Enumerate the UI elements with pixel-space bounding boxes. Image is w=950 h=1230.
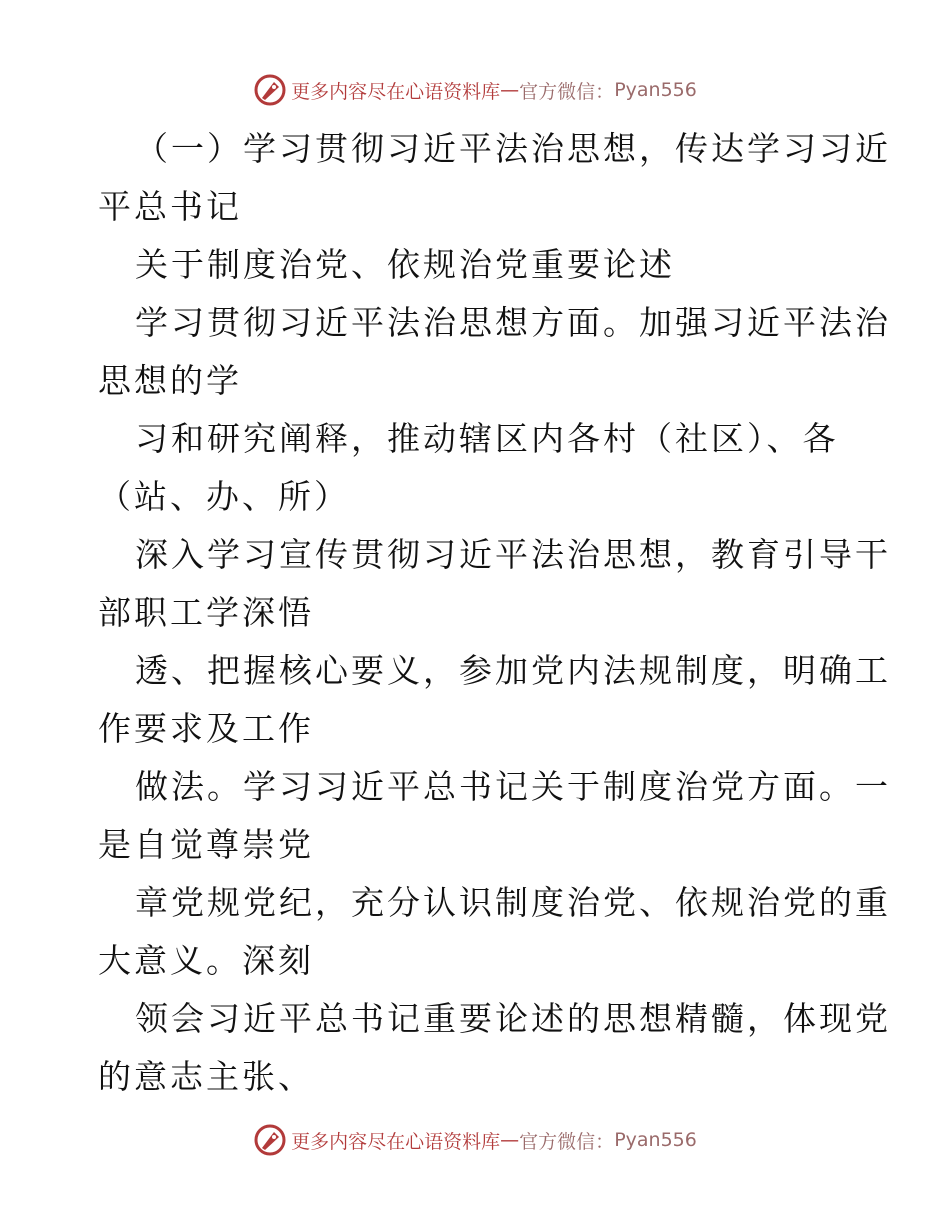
text-line: 做法。学习习近平总书记关于制度治党方面。一 xyxy=(135,767,891,806)
footer-watermark xyxy=(0,1120,950,1160)
watermark-separator: — xyxy=(500,79,520,101)
watermark-official-label: 官方微信： xyxy=(519,1130,615,1153)
text-line: （一）学习贯彻习近平法治思想，传达学习习近 xyxy=(135,129,891,168)
text-line: 透、把握核心要义，参加党内法规制度，明确工 xyxy=(135,651,891,690)
pen-nib-logo-icon xyxy=(253,1123,287,1157)
text-line: 思想的学 xyxy=(98,361,242,400)
watermark-official-label: 官方微信： xyxy=(519,80,615,103)
watermark-separator: — xyxy=(500,1129,520,1151)
text-line: 平总书记 xyxy=(98,187,242,226)
text-line: 的意志主张、 xyxy=(98,1057,314,1096)
text-line: 大意义。深刻 xyxy=(98,941,314,980)
text-line: 习和研究阐释，推动辖区内各村（社区）、各 xyxy=(135,419,839,458)
watermark-wechat-id: Pyan556 xyxy=(614,79,697,101)
text-line: 部职工学深悟 xyxy=(98,593,314,632)
pen-nib-logo-icon xyxy=(253,73,287,107)
text-line: 作要求及工作 xyxy=(98,709,314,748)
watermark-brand: 更多内容尽在心语资料库 xyxy=(291,80,501,103)
text-line: （站、办、所） xyxy=(98,477,350,516)
text-line: 学习贯彻习近平法治思想方面。加强习近平法治 xyxy=(135,303,891,342)
header-watermark xyxy=(0,70,950,110)
document-body xyxy=(98,120,891,1106)
watermark-brand: 更多内容尽在心语资料库 xyxy=(291,1130,501,1153)
text-line: 是自觉尊崇党 xyxy=(98,825,314,864)
text-line: 章党规党纪，充分认识制度治党、依规治党的重 xyxy=(135,883,891,922)
watermark-wechat-id: Pyan556 xyxy=(614,1129,697,1151)
text-line: 深入学习宣传贯彻习近平法治思想，教育引导干 xyxy=(135,535,891,574)
text-line: 关于制度治党、依规治党重要论述 xyxy=(135,245,675,284)
text-line: 领会习近平总书记重要论述的思想精髓，体现党 xyxy=(135,999,891,1038)
